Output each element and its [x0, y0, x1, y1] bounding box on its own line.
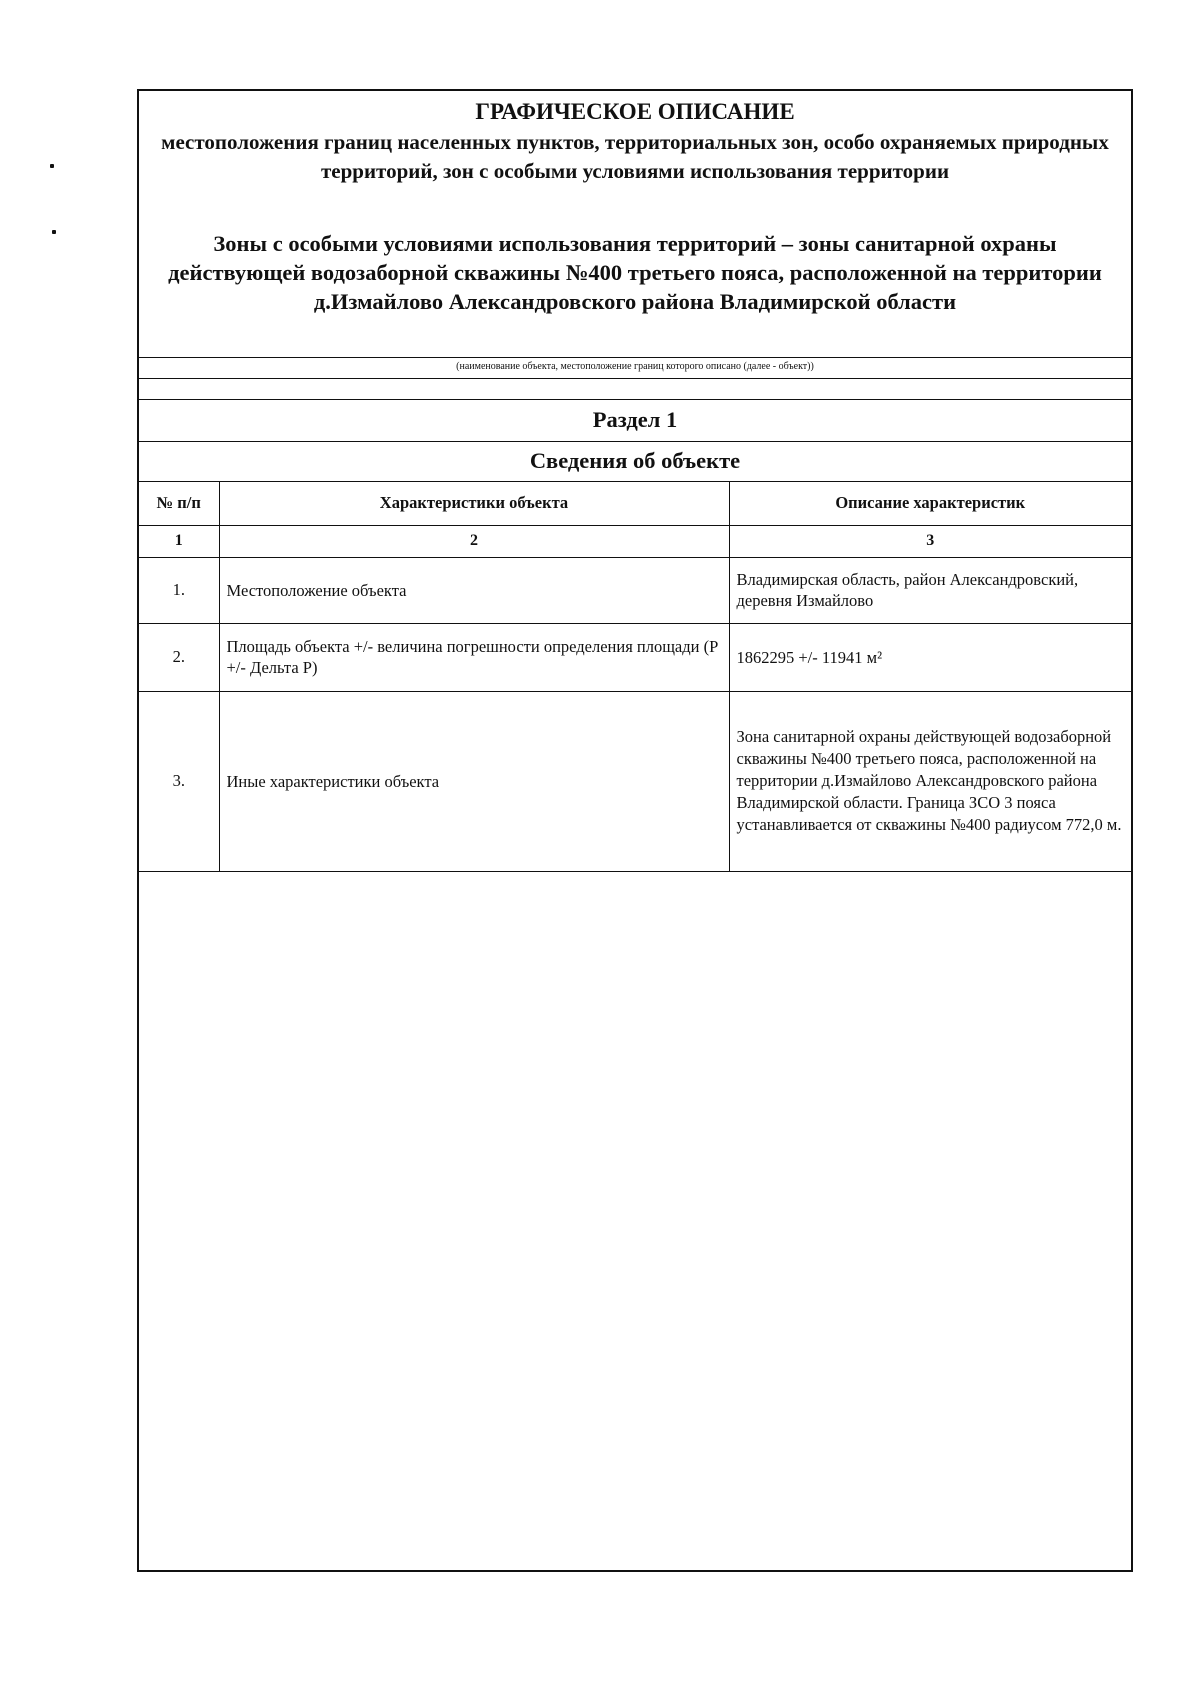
column-number: 3 [729, 525, 1131, 557]
blank-row [139, 378, 1131, 400]
margin-mark [50, 164, 54, 168]
column-number-row [139, 525, 1131, 557]
document-frame [137, 89, 1133, 1572]
section-title: Сведения об объекте [139, 441, 1131, 482]
row-number: 1. [139, 557, 219, 623]
table-row [139, 691, 1131, 871]
object-name: Зоны с особыми условиями использования территорий – зоны санитарной охраны действующей водозаборной скважины №400 третьего пояса, расположенной на территории д.Измайлово Александровского района Владимирской области [168, 231, 1102, 314]
row-characteristic: Площадь объекта +/- величина погрешности определения площади (Р +/- Дельта Р) [219, 623, 729, 691]
column-number: 1 [139, 525, 219, 557]
section-number: Раздел 1 [139, 399, 1131, 442]
table-row [139, 557, 1131, 623]
row-characteristic: Иные характеристики объекта [219, 691, 729, 871]
column-header-number: № п/п [139, 481, 219, 525]
row-description: Зона санитарной охраны действующей водозаборной скважины №400 третьего пояса, расположенной на территории д.Измайлово Александровского района Владимирской области. Граница ЗСО 3 пояса устанавливается от скважины №400 радиусом 772,0 м. [729, 691, 1131, 871]
column-number: 2 [219, 525, 729, 557]
document-title: ГРАФИЧЕСКОЕ ОПИСАНИЕ [475, 99, 795, 124]
row-description: Владимирская область, район Александровский, деревня Измайлово [729, 557, 1131, 623]
document-subtitle: местоположения границ населенных пунктов, территориальных зон, особо охраняемых природных территорий, зон с особыми условиями использования территории [161, 130, 1109, 183]
margin-mark [52, 230, 56, 234]
column-header-description: Описание характеристик [729, 481, 1131, 525]
document-heading [139, 91, 1131, 358]
row-characteristic: Местоположение объекта [219, 557, 729, 623]
table-header-row [139, 481, 1131, 525]
object-info-table [139, 481, 1131, 872]
row-number: 3. [139, 691, 219, 871]
column-header-characteristic: Характеристики объекта [219, 481, 729, 525]
row-description: 1862295 +/- 11941 м² [729, 623, 1131, 691]
table-row [139, 623, 1131, 691]
row-number: 2. [139, 623, 219, 691]
object-name-caption: (наименование объекта, местоположение границ которого описано (далее - объект)) [139, 357, 1131, 379]
